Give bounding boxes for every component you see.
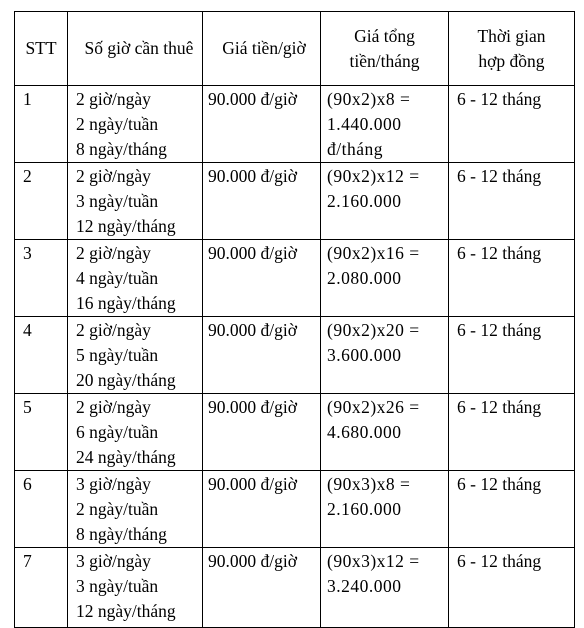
cell-hours (68, 548, 203, 628)
hours-line: 2 ngày/tuần (76, 114, 159, 134)
cell-stt: 7 (15, 548, 68, 628)
total-line: 2.080.000 (327, 268, 402, 288)
table-row (15, 163, 575, 240)
header-term-line-2: hợp đồng (478, 50, 545, 71)
hours-line: 6 ngày/tuần (76, 422, 159, 442)
hours-line: 2 ngày/tuần (76, 499, 159, 519)
cell-rate: 90.000 đ/giờ (203, 471, 321, 548)
total-line: (90x2)x26 = (327, 397, 420, 417)
cell-total (321, 394, 449, 471)
total-line: (90x2)x8 = (327, 89, 411, 109)
cell-stt: 1 (15, 86, 68, 163)
cell-term: 6 - 12 tháng (449, 548, 575, 628)
cell-stt: 5 (15, 394, 68, 471)
hours-line: 8 ngày/tháng (76, 524, 167, 544)
total-line: 1.440.000 (327, 114, 402, 134)
cell-rate: 90.000 đ/giờ (203, 548, 321, 628)
cell-hours (68, 240, 203, 317)
hours-line: 16 ngày/tháng (76, 293, 176, 313)
total-line: đ/tháng (327, 139, 383, 159)
cell-hours (68, 317, 203, 394)
cell-rate: 90.000 đ/giờ (203, 240, 321, 317)
table-row (15, 471, 575, 548)
header-total (321, 12, 449, 86)
cell-rate: 90.000 đ/giờ (203, 394, 321, 471)
cell-total (321, 240, 449, 317)
hours-line: 12 ngày/tháng (76, 601, 176, 621)
hours-line: 12 ngày/tháng (76, 216, 176, 236)
total-line: (90x3)x8 = (327, 474, 411, 494)
cell-stt: 6 (15, 471, 68, 548)
header-rate: Giá tiền/giờ (203, 12, 321, 86)
cell-total (321, 548, 449, 628)
header-total-line-2: tiền/tháng (349, 50, 420, 71)
cell-total (321, 86, 449, 163)
total-line: (90x2)x16 = (327, 243, 420, 263)
hours-line: 5 ngày/tuần (76, 345, 159, 365)
cell-term: 6 - 12 tháng (449, 317, 575, 394)
hours-line: 8 ngày/tháng (76, 139, 167, 159)
total-line: 2.160.000 (327, 191, 402, 211)
table-row (15, 548, 575, 628)
total-line: (90x2)x20 = (327, 320, 420, 340)
cell-total (321, 317, 449, 394)
hours-line: 3 giờ/ngày (76, 551, 151, 571)
cell-rate: 90.000 đ/giờ (203, 317, 321, 394)
total-line: 2.160.000 (327, 499, 402, 519)
total-line: 3.240.000 (327, 576, 402, 596)
cell-hours (68, 471, 203, 548)
hours-line: 2 giờ/ngày (76, 89, 151, 109)
hours-line: 3 giờ/ngày (76, 474, 151, 494)
cell-term: 6 - 12 tháng (449, 471, 575, 548)
hours-line: 3 ngày/tuần (76, 191, 159, 211)
total-line: 3.600.000 (327, 345, 402, 365)
hours-line: 2 giờ/ngày (76, 320, 151, 340)
cell-rate: 90.000 đ/giờ (203, 86, 321, 163)
cell-hours (68, 394, 203, 471)
pricing-table (14, 11, 575, 628)
cell-total (321, 471, 449, 548)
header-term (449, 12, 575, 86)
total-line: 4.680.000 (327, 422, 402, 442)
cell-term: 6 - 12 tháng (449, 394, 575, 471)
hours-line: 2 giờ/ngày (76, 243, 151, 263)
cell-term: 6 - 12 tháng (449, 86, 575, 163)
hours-line: 3 ngày/tuần (76, 576, 159, 596)
hours-line: 4 ngày/tuần (76, 268, 159, 288)
cell-stt: 3 (15, 240, 68, 317)
cell-term: 6 - 12 tháng (449, 240, 575, 317)
total-line: (90x3)x12 = (327, 551, 420, 571)
cell-hours (68, 86, 203, 163)
cell-total (321, 163, 449, 240)
table-row (15, 394, 575, 471)
table-row (15, 240, 575, 317)
header-row (15, 12, 575, 86)
hours-line: 20 ngày/tháng (76, 370, 176, 390)
cell-stt: 4 (15, 317, 68, 394)
table-row (15, 317, 575, 394)
total-line: (90x2)x12 = (327, 166, 420, 186)
hours-line: 2 giờ/ngày (76, 166, 151, 186)
cell-term: 6 - 12 tháng (449, 163, 575, 240)
pricing-table-body (15, 86, 575, 628)
table-row (15, 86, 575, 163)
hours-line: 2 giờ/ngày (76, 397, 151, 417)
header-stt: STT (15, 12, 68, 86)
cell-hours (68, 163, 203, 240)
pricing-table-header (15, 12, 575, 86)
header-term-line-1: Thời gian (477, 25, 546, 46)
header-hours: Số giờ cần thuê (68, 12, 203, 86)
header-total-line-1: Giá tổng (354, 25, 415, 46)
cell-stt: 2 (15, 163, 68, 240)
cell-rate: 90.000 đ/giờ (203, 163, 321, 240)
hours-line: 24 ngày/tháng (76, 447, 176, 467)
